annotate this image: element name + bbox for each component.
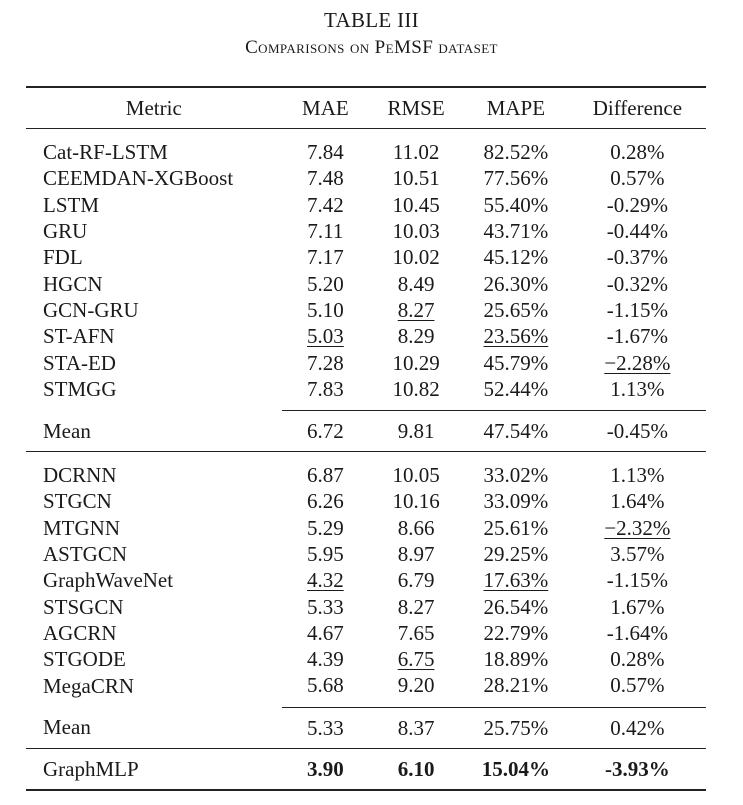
table-row [26,244,706,270]
rmse-cell: 10.45 [392,192,440,217]
header-mape: MAPE [463,87,569,129]
mape-cell: 29.25% [483,542,549,566]
mape-cell: 33.02% [483,463,549,488]
difference-cell: 0.57% [610,673,665,698]
mean-row [26,707,706,748]
table-row [26,451,706,488]
rmse-cell: 10.16 [392,489,440,514]
mae-cell: 3.90 [282,748,370,790]
difference-cell: -0.29% [606,192,669,217]
metric-cell: AGCRN [43,620,117,645]
table-row [26,218,706,244]
difference-cell: 1.13% [610,463,665,488]
metric-cell: ASTGCN [43,542,128,566]
mae-cell: 7.84 [307,140,344,165]
rmse-cell: 11.02 [392,140,440,165]
metric-cell: LSTM [43,192,100,217]
comparison-table [26,86,706,791]
second-best-value: 23.56% [483,324,549,349]
mae-cell: 4.67 [307,620,344,645]
metric-cell: HGCN [43,271,103,296]
mape-cell: 26.30% [483,271,549,296]
metric-cell: MegaCRN [43,673,134,698]
second-best-value: 4.32 [307,568,344,593]
rmse-cell: 10.05 [392,463,440,488]
mae-cell: 5.33 [307,594,344,619]
metric-cell: ST-AFN [43,324,115,349]
mape-cell [463,323,569,349]
mean-row [26,410,706,451]
proposed-method-row [26,748,706,790]
table-row [26,376,706,411]
table-row [26,297,706,323]
second-best-value: 8.27 [397,297,435,322]
metric-cell: GraphMLP [26,748,282,790]
table-row [26,165,706,191]
metric-cell: DCRNN [43,463,117,488]
mae-cell: 5.68 [307,673,344,698]
table-row [26,129,706,166]
table-caption-label: TABLE III [324,8,419,32]
rmse-cell: 9.20 [397,673,435,698]
mape-cell: 82.52% [483,140,549,165]
mae-cell: 6.87 [307,463,344,488]
header-rmse: RMSE [369,87,463,129]
difference-cell: 0.28% [610,647,665,672]
mae-cell: 7.17 [307,245,344,270]
table-row [26,541,706,567]
mae-cell: 7.42 [307,192,344,217]
rmse-cell: 10.51 [392,166,440,191]
difference-cell: -0.32% [606,271,669,296]
mape-cell: 25.65% [483,297,549,322]
mae-cell: 4.39 [307,647,344,672]
mape-cell: 26.54% [483,594,549,619]
table-row [26,646,706,672]
second-best-value: −2.28% [604,350,671,375]
mape-cell: 45.79% [483,350,549,375]
metric-cell: Mean [26,707,282,748]
rmse-cell: 8.97 [397,542,435,566]
second-best-value: 17.63% [483,568,549,593]
difference-cell [569,515,706,541]
rmse-cell: 10.82 [392,376,440,401]
table-row [26,488,706,514]
rmse-cell: 7.65 [397,620,435,645]
mape-cell: 52.44% [483,376,549,401]
mae-cell: 5.20 [307,271,344,296]
difference-cell: -0.37% [606,245,669,270]
table-row [26,515,706,541]
mae-cell [282,567,370,593]
metric-cell: STMGG [43,377,117,402]
rmse-cell: 10.29 [392,350,440,375]
mape-cell: 77.56% [483,166,549,191]
mae-cell: 7.28 [307,350,344,375]
difference-cell: 3.57% [610,542,665,566]
metric-cell: STGODE [43,647,126,672]
difference-cell [569,349,706,375]
mae-cell: 6.26 [307,489,344,514]
difference-cell: -0.45% [569,410,706,451]
mape-cell: 25.61% [483,515,549,540]
difference-cell: 0.42% [569,707,706,748]
header-mae: MAE [282,87,370,129]
difference-cell: -1.67% [606,324,669,349]
mape-cell: 28.21% [483,673,549,698]
rmse-cell [369,646,463,672]
difference-cell: -0.44% [606,219,669,244]
rmse-cell: 10.02 [392,245,440,270]
table-row [26,672,706,707]
table-row [26,567,706,593]
rmse-cell: 10.03 [392,219,440,244]
metric-cell: MTGNN [43,515,120,540]
rmse-cell: 6.79 [397,568,435,593]
difference-cell: 0.28% [610,140,665,165]
mae-cell: 7.83 [307,376,344,401]
difference-cell: -1.64% [606,620,669,645]
rmse-cell: 6.10 [369,748,463,790]
rmse-cell: 8.27 [397,594,435,619]
mae-cell: 6.72 [282,410,370,451]
table-caption-title: Comparisons on PeMSF dataset [245,37,498,58]
second-best-value: −2.32% [604,515,671,540]
mae-cell: 5.29 [307,515,344,540]
mape-cell: 43.71% [483,219,549,244]
header-metric: Metric [26,87,282,129]
table-row [26,620,706,646]
metric-cell: STSGCN [43,594,124,619]
metric-cell: CEEMDAN-XGBoost [43,166,234,191]
mape-cell: 15.04% [463,748,569,790]
difference-cell: -1.15% [606,568,669,593]
table-row [26,323,706,349]
difference-cell: -3.93% [569,748,706,790]
rmse-cell [369,297,463,323]
rmse-cell: 9.81 [369,410,463,451]
difference-cell: 1.13% [610,376,665,401]
mape-cell [463,567,569,593]
metric-cell: FDL [43,245,83,270]
mape-cell: 22.79% [483,620,549,645]
mape-cell: 47.54% [463,410,569,451]
metric-cell: Cat-RF-LSTM [43,140,168,165]
metric-cell: GraphWaveNet [43,568,174,593]
difference-cell: -1.15% [606,297,669,322]
difference-cell: 1.64% [610,489,665,514]
mape-cell: 55.40% [483,192,549,217]
rmse-cell: 8.29 [397,324,435,349]
metric-cell: STGCN [43,489,112,514]
mae-cell [282,323,370,349]
table-row [26,270,706,296]
mape-cell: 25.75% [463,707,569,748]
rmse-cell: 8.49 [397,271,435,296]
table-row [26,349,706,375]
difference-cell: 0.57% [610,166,665,191]
rmse-cell: 8.66 [397,515,435,540]
metric-cell: GRU [43,219,88,244]
mape-cell: 18.89% [483,647,549,672]
table-row [26,192,706,218]
mae-cell: 5.10 [307,297,344,322]
mae-cell: 5.95 [307,542,344,566]
header-row [26,87,706,129]
header-difference: Difference [569,87,706,129]
table-row [26,593,706,619]
rmse-cell: 8.37 [369,707,463,748]
metric-cell: STA-ED [43,350,116,375]
mae-cell: 5.33 [282,707,370,748]
mae-cell: 7.48 [307,166,344,191]
difference-cell: 1.67% [610,594,665,619]
mae-cell: 7.11 [307,219,344,244]
mape-cell: 45.12% [483,245,549,270]
metric-cell: GCN-GRU [43,297,139,322]
second-best-value: 5.03 [307,324,344,349]
metric-cell: Mean [26,410,282,451]
second-best-value: 6.75 [397,647,435,672]
mape-cell: 33.09% [483,489,549,514]
